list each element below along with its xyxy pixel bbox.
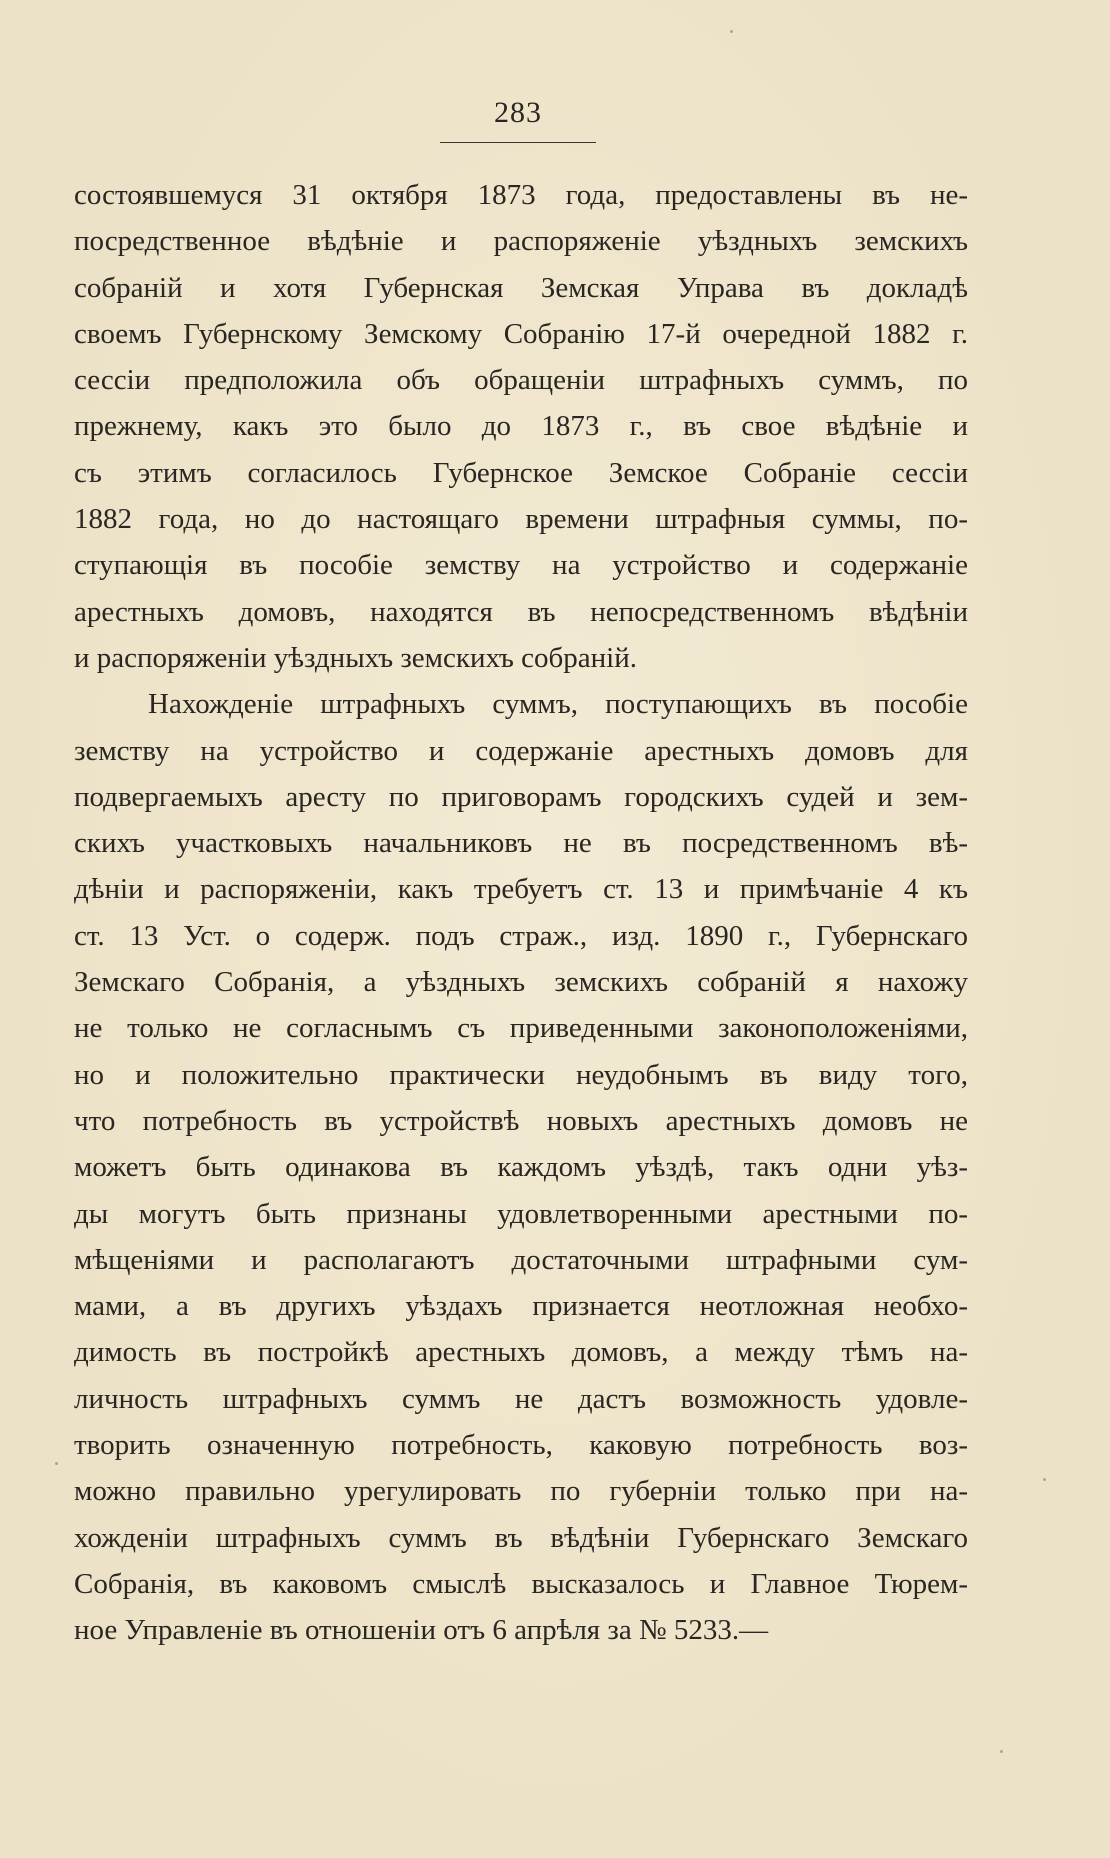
body-text	[74, 172, 968, 1654]
text-line: ст. 13 Уст. о содерж. подъ страж., изд. 1890 г., Губернскаго	[74, 919, 968, 952]
text-line: мѣщеніями и располагаютъ достаточными штрафными сум-	[74, 1243, 968, 1276]
paragraph-2	[74, 681, 968, 1653]
text-line: мами, а въ другихъ уѣздахъ признается неотложная необхо-	[74, 1290, 968, 1323]
text-line: Собранія, въ каковомъ смыслѣ высказалось и Главное Тюрем-	[74, 1567, 968, 1600]
text-line: собраній и хотя Губернская Земская Управа въ докладѣ	[74, 271, 968, 304]
text-line: хожденіи штрафныхъ суммъ въ вѣдѣніи Губернскаго Земскаго	[74, 1521, 968, 1554]
text-line: можетъ быть одинакова въ каждомъ уѣздѣ, такъ одни уѣз-	[74, 1151, 968, 1184]
text-line: но и положительно практически неудобнымъ въ виду того,	[74, 1058, 968, 1091]
text-line: своемъ Губернскому Земскому Собранію 17-й очередной 1882 г.	[74, 317, 968, 350]
text-line: земству на устройство и содержаніе арестныхъ домовъ для	[74, 734, 968, 767]
text-line: прежнему, какъ это было до 1873 г., въ свое вѣдѣніе и	[74, 410, 968, 443]
text-line: Нахожденіе штрафныхъ суммъ, поступающихъ въ пособіе	[148, 688, 968, 721]
text-line: подвергаемыхъ аресту по приговорамъ городскихъ судей и зем-	[74, 780, 968, 813]
text-line: посредственное вѣдѣніе и распоряженіе уѣздныхъ земскихъ	[74, 225, 968, 258]
text-line: творить означенную потребность, каковую потребность воз-	[74, 1429, 968, 1462]
text-line: что потребность въ устройствѣ новыхъ арестныхъ домовъ не	[74, 1104, 968, 1137]
text-line: можно правильно урегулировать по губерніи только при на-	[74, 1475, 968, 1508]
text-line: состоявшемуся 31 октября 1873 года, предоставлены въ не-	[74, 179, 968, 211]
text-line: скихъ участковыхъ начальниковъ не въ посредственномъ вѣ-	[74, 827, 968, 860]
text-line: личность штрафныхъ суммъ не дастъ возможность удовле-	[74, 1382, 968, 1415]
text-line: съ этимъ согласилось Губернское Земское Собраніе сессіи	[74, 456, 968, 489]
text-line: сессіи предположила объ обращеніи штрафныхъ суммъ, по	[74, 364, 968, 397]
text-line: дѣніи и распоряженіи, какъ требуетъ ст. 13 и примѣчаніе 4 къ	[74, 873, 968, 906]
text-line: ное Управленіе въ отношеніи отъ 6 апрѣля за № 5233.—	[74, 1614, 769, 1647]
paper-speck	[730, 30, 733, 33]
paragraph-1	[74, 172, 968, 681]
text-line: арестныхъ домовъ, находятся въ непосредственномъ вѣдѣніи	[74, 595, 968, 628]
paper-speck	[55, 1462, 58, 1465]
text-line: ды могутъ быть признаны удовлетворенными арестными по-	[74, 1197, 968, 1230]
text-line: и распоряженіи уѣздныхъ земскихъ собраній.	[74, 641, 637, 674]
text-line: Земскаго Собранія, а уѣздныхъ земскихъ собраній я нахожу	[74, 966, 968, 999]
page-number-rule	[440, 142, 596, 143]
text-line: димость въ постройкѣ арестныхъ домовъ, а между тѣмъ на-	[74, 1336, 968, 1369]
text-line: не только не согласнымъ съ приведенными законоположеніями,	[74, 1012, 968, 1045]
text-line: ступающія въ пособіе земству на устройство и содержаніе	[74, 549, 968, 582]
paper-speck	[1043, 1478, 1046, 1481]
text-line: 1882 года, но до настоящаго времени штрафныя суммы, по-	[74, 503, 968, 536]
page-number: 283	[494, 96, 542, 129]
paper-speck	[1000, 1750, 1003, 1753]
